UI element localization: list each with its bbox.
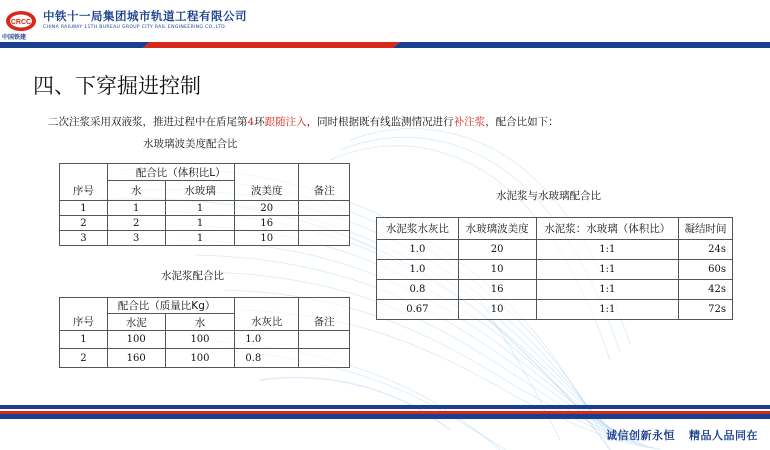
table-row — [377, 300, 733, 320]
cement-slurry-ratio-table — [59, 297, 350, 368]
table-cell — [299, 164, 350, 181]
table-cell: 10 — [235, 231, 299, 246]
table-row — [377, 240, 733, 260]
logo-text: CRCC — [10, 19, 32, 26]
column-header: 水泥 — [107, 314, 165, 331]
table-cell — [299, 349, 350, 368]
table-cell: 2 — [60, 349, 108, 368]
table-cell: 1 — [60, 331, 108, 349]
column-header: 波美度 — [235, 181, 299, 201]
table-cell: 10 — [458, 300, 536, 320]
table-cell — [60, 164, 108, 181]
table-cell: 1.0 — [235, 331, 299, 349]
table-cell: 16 — [235, 216, 299, 231]
table-cell: 1 — [165, 216, 235, 231]
header-bar — [0, 0, 770, 48]
slogan-part-1: 诚信创新永恒 — [606, 429, 675, 442]
table-cell — [299, 216, 350, 231]
table-row — [60, 331, 350, 349]
table-cell: 100 — [107, 331, 165, 349]
company-name-en: CHINA RAILWAY 11TH BUREAU GROUP CITY RAIL ENGINEERING CO.,LTD. — [43, 25, 227, 30]
column-header: 水灰比 — [235, 314, 299, 331]
table-cell — [299, 231, 350, 246]
column-header: 水泥浆：水玻璃（体积比） — [536, 218, 679, 240]
column-header: 凝结时间 — [679, 218, 733, 240]
table-cell: 2 — [60, 216, 108, 231]
water-glass-ratio-table — [59, 163, 350, 246]
table-cell: 1.0 — [377, 260, 459, 280]
group-header: 配合比（体积比L） — [107, 164, 235, 181]
table1-caption: 水玻璃波美度配合比 — [143, 138, 238, 150]
column-header: 水 — [107, 181, 165, 201]
company-name-cn: 中铁十一局集团城市轨道工程有限公司 — [43, 9, 247, 23]
column-header: 水 — [165, 314, 235, 331]
table-cell: 10 — [458, 260, 536, 280]
table-cell — [299, 201, 350, 216]
table-row — [60, 231, 350, 246]
table-cell: 42s — [679, 280, 733, 300]
intro-highlight-follow-injection: 跟随注入 — [264, 116, 307, 128]
table3-caption: 水泥浆与水玻璃配合比 — [496, 190, 601, 202]
table-cell: 1.0 — [377, 240, 459, 260]
table-row — [60, 201, 350, 216]
table-cell: 20 — [458, 240, 536, 260]
column-header: 序号 — [60, 314, 108, 331]
table-cell: 160 — [107, 349, 165, 368]
page-title: 四、下穿掘进控制 — [33, 74, 201, 98]
column-header: 备注 — [299, 181, 350, 201]
table-cell: 100 — [165, 331, 235, 349]
table-header-row — [60, 314, 350, 331]
table-row — [60, 216, 350, 231]
table-cell: 1 — [165, 231, 235, 246]
footer-slogan — [606, 427, 758, 443]
table-cell — [60, 298, 108, 314]
intro-text — [48, 114, 559, 129]
intro-ring-number: 4 — [247, 116, 255, 128]
table-cell: 16 — [458, 280, 536, 300]
group-header: 配合比（质量比Kg） — [107, 298, 235, 314]
column-header: 备注 — [299, 314, 350, 331]
table-cell: 100 — [165, 349, 235, 368]
table-cell: 1:1 — [536, 260, 679, 280]
footer-stripe — [0, 405, 770, 419]
header-stripe — [0, 40, 770, 48]
table-cell — [235, 298, 299, 314]
intro-highlight-supplementary-grouting: 补注浆 — [453, 116, 486, 128]
slurry-water-glass-ratio-table — [376, 217, 733, 320]
table-row — [60, 349, 350, 368]
table-cell: 60s — [679, 260, 733, 280]
intro-part-1: 二次注浆采用双液浆，推进过程中在盾尾第 — [48, 116, 248, 128]
table-header-row — [60, 181, 350, 201]
table-cell: 0.67 — [377, 300, 459, 320]
table-row — [377, 280, 733, 300]
table-cell — [299, 298, 350, 314]
table-header-row — [377, 218, 733, 240]
table-cell: 0.8 — [235, 349, 299, 368]
slogan-part-2: 精品人品同在 — [689, 429, 758, 442]
column-header: 序号 — [60, 181, 108, 201]
intro-part-2: 环 — [254, 116, 265, 128]
intro-part-4: ，配合比如下： — [485, 116, 559, 128]
table2-caption: 水泥浆配合比 — [161, 270, 224, 282]
table-row — [377, 260, 733, 280]
table-cell: 1 — [107, 201, 165, 216]
column-header: 水玻璃波美度 — [458, 218, 536, 240]
table-cell: 1:1 — [536, 280, 679, 300]
logo-subtitle: 中国铁建 — [2, 34, 27, 41]
table-cell: 1 — [60, 201, 108, 216]
table-cell: 1:1 — [536, 240, 679, 260]
table-cell: 3 — [60, 231, 108, 246]
table-cell: 72s — [679, 300, 733, 320]
table-cell: 0.8 — [377, 280, 459, 300]
table-cell: 2 — [107, 216, 165, 231]
table-cell: 20 — [235, 201, 299, 216]
table-cell: 3 — [107, 231, 165, 246]
table-cell: 24s — [679, 240, 733, 260]
column-header: 水泥浆水灰比 — [377, 218, 459, 240]
intro-part-3: ，同时根据既有线监测情况进行 — [306, 116, 454, 128]
table-cell — [299, 331, 350, 349]
table-cell — [235, 164, 299, 181]
table-cell: 1 — [165, 201, 235, 216]
column-header: 水玻璃 — [165, 181, 235, 201]
table-cell: 1:1 — [536, 300, 679, 320]
